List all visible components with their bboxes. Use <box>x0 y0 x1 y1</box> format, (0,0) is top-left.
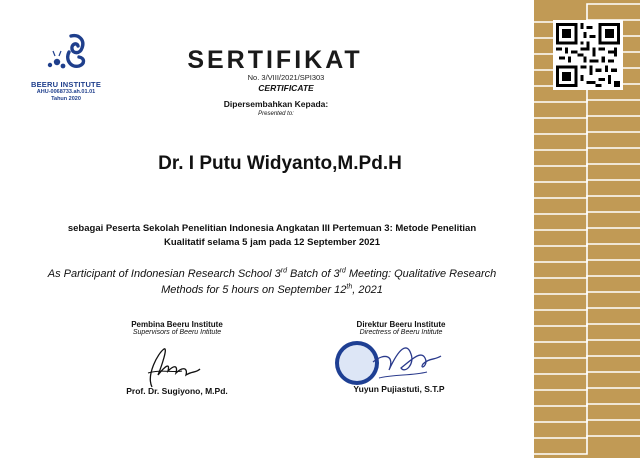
logo-year: Tahun 2020 <box>51 96 81 102</box>
logo-registration: AHU-0068733.ah.01.01 <box>36 89 96 95</box>
certificate-number: No. 3/VIII/2021/SPI303 <box>247 73 325 82</box>
desc-en-sup: th <box>346 283 353 291</box>
description-en-line-1 <box>22 266 522 282</box>
signatory-left-role: Pembina Beeru Institute <box>131 320 223 329</box>
description-en-line-2 <box>22 282 522 298</box>
recipient-name: Dr. I Putu Widyanto,M.Pd.H <box>158 153 402 174</box>
institute-logo <box>14 32 118 103</box>
presented-to-label: Dipersembahkan Kepada: <box>223 99 329 109</box>
signatory-right-role: Direktur Beeru Institute <box>356 320 446 329</box>
signature-right <box>365 334 449 386</box>
description-id-line-2: Kualitatif selama 5 jam pada 12 September 2021 <box>164 237 380 248</box>
presented-to-label-en: Presented to: <box>258 111 294 117</box>
signatory-left-name: Prof. Dr. Sugiyono, M.Pd. <box>126 386 228 396</box>
desc-en-part: , 2021 <box>352 284 383 296</box>
qr-code <box>553 20 623 90</box>
desc-en-sup: rd <box>280 267 287 275</box>
desc-en-part: As Participant of Indonesian Research School 3 <box>47 268 281 280</box>
certificate-title: SERTIFIKAT <box>187 46 363 74</box>
bee-logo-icon <box>41 32 91 74</box>
qr-code-icon <box>556 23 620 87</box>
desc-en-part: 3 <box>333 268 340 280</box>
signatory-right-role-en: Directress of Beeru Intitute <box>359 329 443 336</box>
signature-left <box>130 343 210 391</box>
description-english <box>22 266 522 298</box>
description-indonesian <box>22 222 522 250</box>
desc-en-sup: rd <box>339 267 346 275</box>
desc-en-part: Batch of <box>286 268 334 280</box>
desc-en-part: Methods for 5 hours on September 12 <box>161 284 347 296</box>
desc-en-part: Meeting: Qualitative Research <box>345 268 497 280</box>
signatory-left-role-en: Supervisors of Beeru Intitute <box>132 329 222 336</box>
signatory-right-name: Yuyun Pujiastuti, S.T.P <box>353 384 445 394</box>
certificate-subtitle: CERTIFICATE <box>258 83 314 93</box>
description-id-line-1: sebagai Peserta Sekolah Penelitian Indonesia Angkatan III Pertemuan 3: Metode Penelitian <box>67 223 477 234</box>
logo-name: BEERU INSTITUTE <box>30 80 102 89</box>
signatory-left <box>92 320 262 336</box>
